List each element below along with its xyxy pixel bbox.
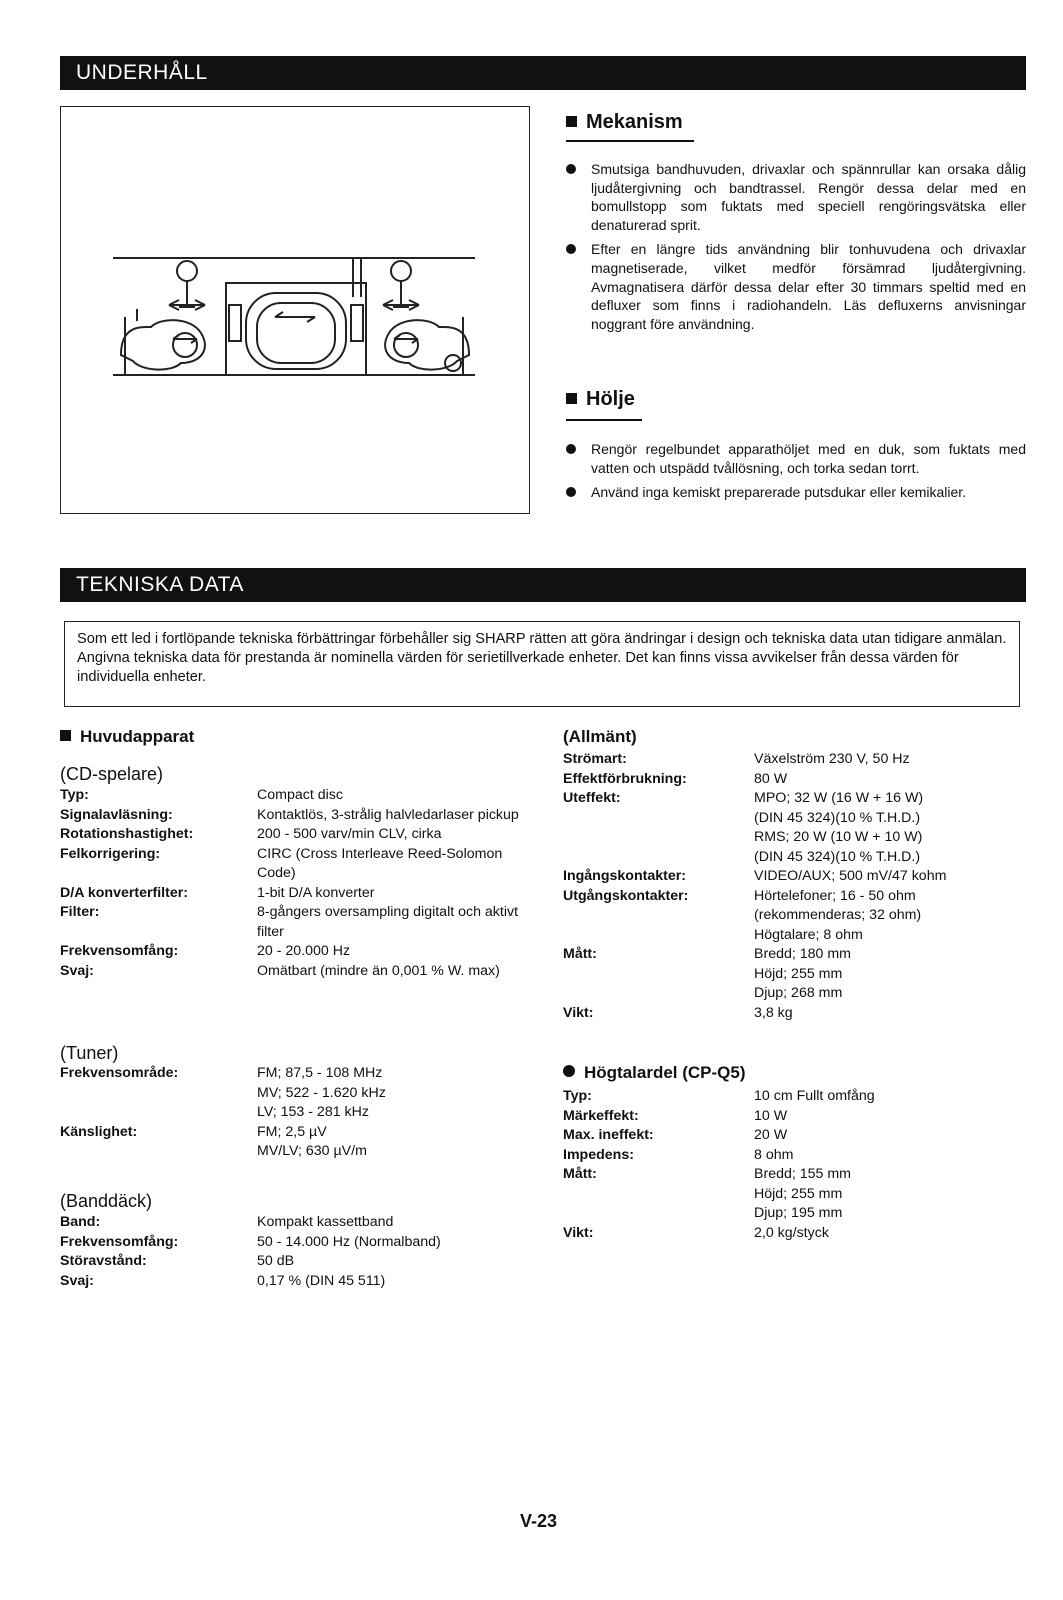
spec-value: CIRC (Cross Interleave Reed-Solomon Code): [257, 845, 503, 881]
spec-row: [60, 845, 520, 884]
spec-value: (DIN 45 324)(10 % T.H.D.): [754, 809, 921, 826]
heading-hogtalardel-text: Högtalardel (CP-Q5): [584, 1063, 746, 1082]
spec-row: [60, 1252, 520, 1272]
spec-label: Uteffekt:: [563, 790, 621, 806]
spec-row: [563, 848, 1023, 868]
spec-row: [563, 750, 1023, 770]
spec-value: 1-bit D/A konverter: [257, 884, 375, 901]
spec-label: Ingångskontakter:: [563, 868, 686, 884]
spec-label: [563, 1185, 754, 1205]
spec-label: Svaj:: [60, 962, 94, 979]
square-bullet-icon: [566, 393, 577, 404]
mechanism-figure: [60, 106, 530, 514]
spec-value: LV; 153 - 281 kHz: [257, 1104, 369, 1120]
square-bullet-icon: [566, 116, 577, 127]
spec-label: Svaj:: [60, 1272, 94, 1289]
spec-row: [563, 1204, 1023, 1224]
spec-value: 50 dB: [257, 1253, 295, 1269]
spec-row: [60, 903, 520, 942]
spec-label: [563, 809, 754, 829]
heading-underline: [566, 419, 642, 421]
spec-label: Störavstånd:: [60, 1253, 147, 1269]
notice-text: Som ett led i fortlöpande tekniska förbättringar förbehåller sig SHARP rätten att göra ändringar i design och tekniska data utan tidigare anmälan. Angivna tekniska data för prestanda är nominella värden för serietillverkade enheter. Det kan finns vissa avvikelser från dessa värden för individuella enheter.: [77, 631, 1007, 685]
spec-row: [563, 906, 1023, 926]
spec-row: [60, 786, 520, 806]
spec-label: Filter:: [60, 904, 100, 920]
spec-label: [60, 1103, 257, 1123]
spec-value: FM; 2,5 µV: [257, 1123, 327, 1140]
heading-allmant: (Allmänt): [563, 727, 637, 746]
spec-row: [60, 1064, 520, 1084]
section-title-underhall: UNDERHÅLL: [76, 61, 208, 84]
spec-label: [563, 1204, 754, 1224]
holje-list: [566, 440, 1026, 508]
spec-row: [563, 965, 1023, 985]
spec-value: RMS; 20 W (10 W + 10 W): [754, 829, 923, 845]
spec-row: [563, 887, 1023, 907]
list-item: [566, 240, 1026, 333]
spec-value: Djup; 268 mm: [754, 985, 843, 1001]
heading-holje: [566, 388, 635, 411]
spec-table-cd: [60, 786, 520, 981]
heading-underline: [566, 140, 694, 142]
spec-value: Hörtelefoner; 16 - 50 ohm: [754, 887, 916, 904]
spec-value: Bredd; 155 mm: [754, 1166, 851, 1182]
heading-banddack: (Banddäck): [60, 1191, 153, 1211]
mekanism-list: [566, 160, 1026, 339]
spec-label: Felkorrigering:: [60, 845, 161, 862]
bullet-icon: [566, 487, 576, 497]
spec-value: MPO; 32 W (16 W + 16 W): [754, 790, 924, 806]
spec-value: MV; 522 - 1.620 kHz: [257, 1084, 386, 1101]
spec-label: Impedens:: [563, 1146, 634, 1163]
heading-tuner: (Tuner): [60, 1043, 119, 1063]
spec-label: Frekvensomfång:: [60, 943, 179, 959]
spec-value: VIDEO/AUX; 500 mV/47 kohm: [754, 868, 947, 884]
spec-label: Mått:: [563, 1166, 597, 1182]
spec-table-band: [60, 1213, 520, 1291]
spec-row: [60, 1103, 520, 1123]
cassette-mechanism-illustration: [61, 107, 529, 513]
bullet-icon: [563, 1065, 575, 1077]
spec-row: [60, 806, 520, 826]
spec-value: 20 - 20.000 Hz: [257, 943, 351, 959]
spec-row: [60, 1233, 520, 1253]
spec-value: MV/LV; 630 µV/m: [257, 1143, 367, 1159]
list-item: [566, 160, 1026, 234]
spec-value: Djup; 195 mm: [754, 1205, 843, 1221]
bullet-icon: [566, 444, 576, 454]
spec-value: (DIN 45 324)(10 % T.H.D.): [754, 848, 921, 865]
spec-label: [563, 965, 754, 985]
spec-row: [563, 1185, 1023, 1205]
spec-value: Compact disc: [257, 787, 343, 803]
spec-value: (rekommenderas; 32 ohm): [754, 907, 922, 923]
spec-value: Omätbart (mindre än 0,001 % W. max): [257, 962, 500, 979]
spec-label: [60, 1142, 257, 1162]
spec-label: Effektförbrukning:: [563, 770, 687, 787]
spec-value: Växelström 230 V, 50 Hz: [754, 751, 910, 767]
spec-label: D/A konverterfilter:: [60, 884, 188, 901]
spec-value: Kompakt kassettband: [257, 1214, 394, 1230]
spec-row: [563, 945, 1023, 965]
spec-label: Max. ineffekt:: [563, 1127, 654, 1143]
spec-value: Bredd; 180 mm: [754, 946, 851, 962]
spec-label: [563, 848, 754, 868]
spec-table-hogtalare: [563, 1087, 1023, 1243]
spec-row: [563, 770, 1023, 790]
spec-label: Frekvensområde:: [60, 1065, 179, 1081]
spec-value: 50 - 14.000 Hz (Normalband): [257, 1233, 441, 1250]
spec-row: [60, 962, 520, 982]
spec-row: [60, 942, 520, 962]
spec-label: Utgångskontakter:: [563, 887, 689, 904]
spec-row: [563, 809, 1023, 829]
spec-row: [563, 1146, 1023, 1166]
spec-value: 2,0 kg/styck: [754, 1224, 829, 1241]
heading-hogtalardel: [563, 1063, 746, 1083]
spec-label: [563, 984, 754, 1004]
heading-holje-text: Hölje: [586, 388, 635, 410]
heading-huvudapparat-text: Huvudapparat: [80, 727, 195, 746]
page-number: V-23: [520, 1511, 558, 1531]
spec-row: [563, 1004, 1023, 1024]
spec-row: [60, 1213, 520, 1233]
spec-value: Höjd; 255 mm: [754, 965, 843, 982]
spec-row: [563, 789, 1023, 809]
list-item: [566, 483, 1026, 502]
spec-label: [563, 926, 754, 946]
spec-label: Typ:: [563, 1088, 592, 1104]
spec-label: Märkeffekt:: [563, 1107, 639, 1124]
spec-row: [563, 828, 1023, 848]
spec-label: Frekvensomfång:: [60, 1233, 179, 1250]
spec-value: 80 W: [754, 770, 788, 787]
section-bar-tekniska: [60, 568, 1026, 602]
spec-row: [563, 1107, 1023, 1127]
spec-label: Typ:: [60, 787, 89, 803]
spec-row: [60, 825, 520, 845]
heading-cd-spelare: (CD-spelare): [60, 764, 164, 784]
spec-table-tuner: [60, 1064, 520, 1162]
notice-box: [64, 621, 1020, 707]
spec-value: 0,17 % (DIN 45 511): [257, 1272, 386, 1289]
heading-mekanism-text: Mekanism: [586, 111, 683, 133]
spec-value: 8 ohm: [754, 1146, 794, 1163]
spec-value: 10 cm Fullt omfång: [754, 1088, 875, 1104]
list-item-text: Smutsiga bandhuvuden, drivaxlar och spännrullar kan orsaka dålig ljudåtergivning och bandtrassel. Rengör dessa delar med en bomullstopp som fuktats med speciell rengöringsvätska eller denaturerad sprit.: [591, 161, 1026, 233]
spec-value: FM; 87,5 - 108 MHz: [257, 1065, 383, 1081]
spec-row: [563, 867, 1023, 887]
spec-label: [60, 1084, 257, 1104]
heading-mekanism: [566, 111, 683, 134]
spec-row: [60, 884, 520, 904]
spec-row: [563, 926, 1023, 946]
spec-row: [563, 1224, 1023, 1244]
spec-label: Känslighet:: [60, 1123, 138, 1140]
spec-row: [60, 1084, 520, 1104]
bullet-icon: [566, 244, 576, 254]
spec-label: Vikt:: [563, 1224, 594, 1241]
spec-row: [60, 1142, 520, 1162]
spec-label: Mått:: [563, 946, 597, 962]
spec-value: Höjd; 255 mm: [754, 1185, 843, 1202]
spec-row: [60, 1272, 520, 1292]
spec-value: 20 W: [754, 1127, 788, 1143]
list-item-text: Efter en längre tids användning blir tonhuvudena och drivaxlar magnetiserade, vilket medför försämrad ljudåtergivning. Avmagnatisera därför dessa delar efter 30 timmars speltid med en defluxer som finns i radiohandeln. Läs defluxerns anvisningar noggrant före användning.: [591, 241, 1026, 332]
spec-label: Band:: [60, 1214, 101, 1230]
spec-value: Kontaktlös, 3-strålig halvledarlaser pickup: [257, 806, 519, 823]
spec-value: 8-gångers oversampling digitalt och aktivt filter: [257, 904, 519, 940]
heading-huvudapparat: [60, 727, 194, 747]
spec-row: [563, 1126, 1023, 1146]
section-title-tekniska: TEKNISKA DATA: [76, 573, 244, 596]
spec-table-allmant: [563, 750, 1023, 1023]
spec-value: 10 W: [754, 1107, 788, 1124]
spec-value: 3,8 kg: [754, 1004, 793, 1021]
spec-label: [563, 828, 754, 848]
section-bar-underhall: [60, 56, 1026, 90]
spec-row: [563, 1087, 1023, 1107]
spec-label: Vikt:: [563, 1004, 594, 1021]
square-bullet-icon: [60, 730, 71, 741]
spec-row: [60, 1123, 520, 1143]
spec-value: 200 - 500 varv/min CLV, cirka: [257, 826, 442, 842]
list-item-text: Använd inga kemiskt preparerade putsdukar eller kemikalier.: [591, 484, 967, 501]
spec-value: Högtalare; 8 ohm: [754, 926, 863, 943]
spec-label: [563, 906, 754, 926]
spec-row: [563, 1165, 1023, 1185]
spec-label: Signalavläsning:: [60, 806, 173, 823]
spec-label: Rotationshastighet:: [60, 826, 194, 842]
list-item-text: Rengör regelbundet apparathöljet med en duk, som fuktats med vatten och utspädd tvållösning, och torka sedan torrt.: [591, 441, 1026, 476]
bullet-icon: [566, 164, 576, 174]
spec-row: [563, 984, 1023, 1004]
spec-label: Strömart:: [563, 751, 627, 767]
list-item: [566, 440, 1026, 477]
